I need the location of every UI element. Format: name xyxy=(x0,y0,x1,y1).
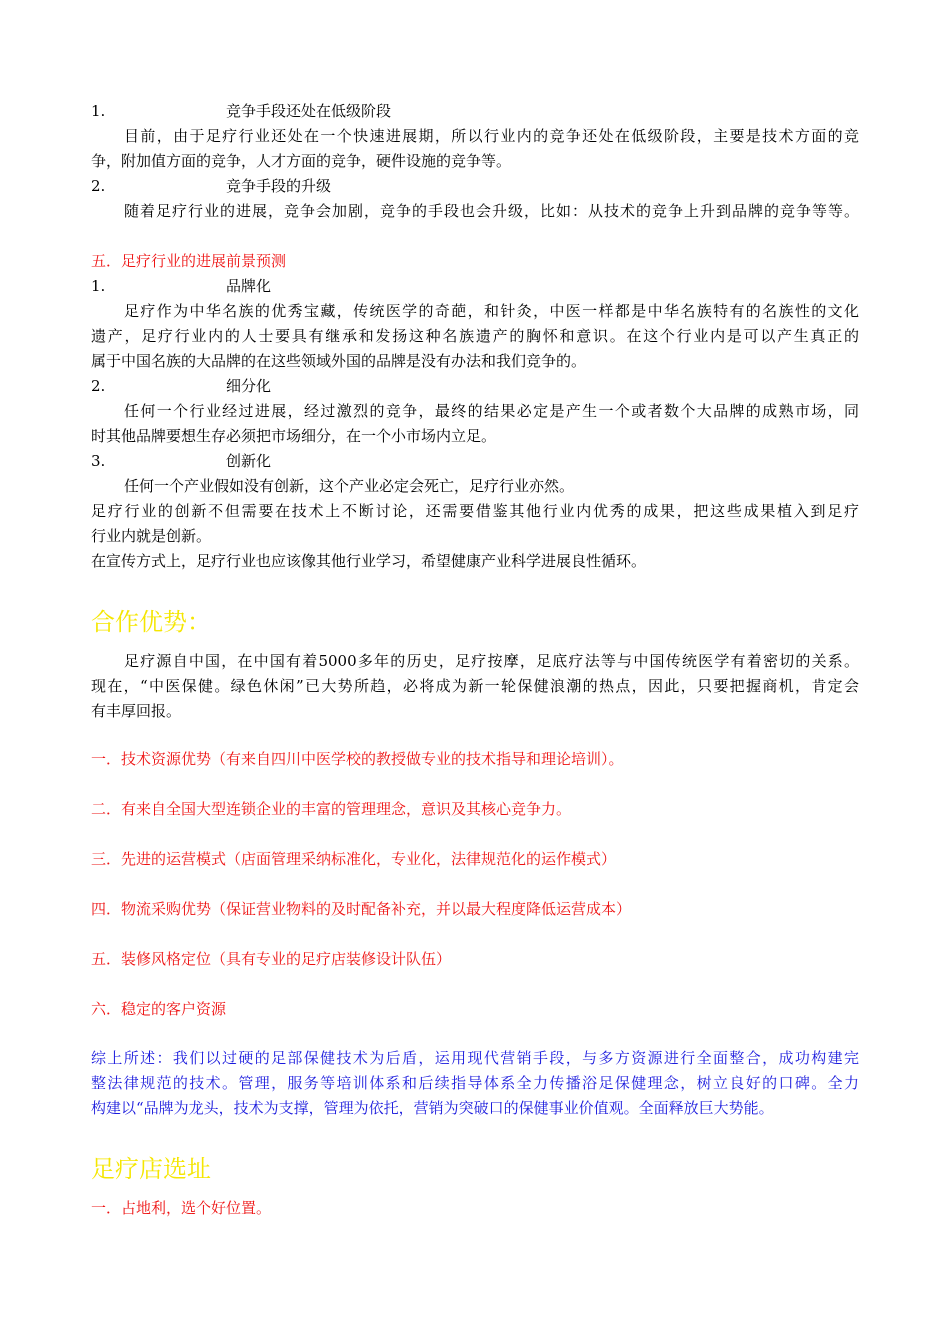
item-heading: 创新化 xyxy=(226,452,272,470)
site-point: 一．占地利，选个好位置。 xyxy=(91,1199,272,1217)
advantage-item: 一．技术资源优势（有来自四川中医学校的教授做专业的技术指导和理论培训）。 xyxy=(91,750,624,768)
list-number: 1. xyxy=(91,277,106,295)
summary-line: 综上所述：我们以过硬的足部保健技术为后盾，运用现代营销手段，与多方资源进行全面整合，成功构建完 xyxy=(91,1049,859,1067)
paragraph-line: 在宣传方式上，足疗行业也应该像其他行业学习，希望健康产业科学进展良性循环。 xyxy=(91,552,647,570)
list-number: 2. xyxy=(91,377,106,395)
advantage-item: 三．先进的运营模式（店面管理采纳标准化，专业化，法律规范化的运作模式） xyxy=(91,850,617,868)
paragraph-line: 任何一个产业假如没有创新，这个产业必定会死亡，足疗行业亦然。 xyxy=(124,477,575,495)
paragraph-line: 足疗源自中国，在中国有着5000多年的历史，足疗按摩，足底疗法等与中国传统医学有着密切的关系。 xyxy=(124,652,859,670)
paragraph-line: 目前，由于足疗行业还处在一个快速进展期，所以行业内的竞争还处在低级阶段，主要是技术方面的竞 xyxy=(124,127,859,145)
paragraph-line: 足疗作为中华名族的优秀宝藏，传统医学的奇葩，和针灸，中医一样都是中华名族特有的名族性的文化 xyxy=(124,302,859,320)
paragraph-line: 属于中国名族的大品牌的在这些领域外国的品牌是没有办法和我们竞争的。 xyxy=(91,352,587,370)
paragraph-line: 时其他品牌要想生存必须把市场细分，在一个小市场内立足。 xyxy=(91,427,497,445)
list-number: 2. xyxy=(91,177,106,195)
section-title: 合作优势： xyxy=(91,608,211,636)
paragraph-line: 遗产，足疗行业内的人士要具有继承和发扬这种名族遗产的胸怀和意识。在这个行业内是可以产生真正的 xyxy=(91,327,859,345)
paragraph-line: 行业内就是创新。 xyxy=(91,527,212,545)
paragraph-line: 有丰厚回报。 xyxy=(91,702,182,720)
summary-line: 构建以“品牌为龙头，技术为支撑，管理为依托，营销为突破口的保健事业价值观。全面释放巨大势能。 xyxy=(91,1099,774,1117)
advantage-item: 二．有来自全国大型连锁企业的丰富的管理理念，意识及其核心竞争力。 xyxy=(91,800,572,818)
section-heading: 五．足疗行业的进展前景预测 xyxy=(91,252,287,270)
advantage-item: 四．物流采购优势（保证营业物料的及时配备补充，并以最大程度降低运营成本） xyxy=(91,900,632,918)
list-number: 3. xyxy=(91,452,106,470)
paragraph-line: 任何一个行业经过进展，经过激烈的竞争，最终的结果必定是产生一个或者数个大品牌的成熟市场，同 xyxy=(124,402,859,420)
list-number: 1. xyxy=(91,102,106,120)
paragraph-line: 足疗行业的创新不但需要在技术上不断讨论，还需要借鉴其他行业内优秀的成果，把这些成果植入到足疗 xyxy=(91,502,859,520)
advantage-item: 六．稳定的客户资源 xyxy=(91,1000,227,1018)
summary-line: 整法律规范的技术。管理，服务等培训体系和后续指导体系全力传播浴足保健理念，树立良好的口碑。全力 xyxy=(91,1074,859,1092)
paragraph-line: 现在，“中医保健。绿色休闲”已大势所趋，必将成为新一轮保健浪潮的热点，因此，只要把握商机，肯定会 xyxy=(91,677,859,695)
paragraph-line: 随着足疗行业的进展，竞争会加剧，竞争的手段也会升级，比如：从技术的竞争上升到品牌的竞争等等。 xyxy=(124,202,859,220)
section-title: 足疗店选址 xyxy=(91,1155,211,1183)
advantage-item: 五．装修风格定位（具有专业的足疗店装修设计队伍） xyxy=(91,950,452,968)
item-heading: 竞争手段的升级 xyxy=(226,177,332,195)
paragraph-line: 争，附加值方面的竞争，人才方面的竞争，硬件设施的竞争等。 xyxy=(91,152,512,170)
item-heading: 竞争手段还处在低级阶段 xyxy=(226,102,392,120)
item-heading: 细分化 xyxy=(226,377,272,395)
item-heading: 品牌化 xyxy=(226,277,272,295)
